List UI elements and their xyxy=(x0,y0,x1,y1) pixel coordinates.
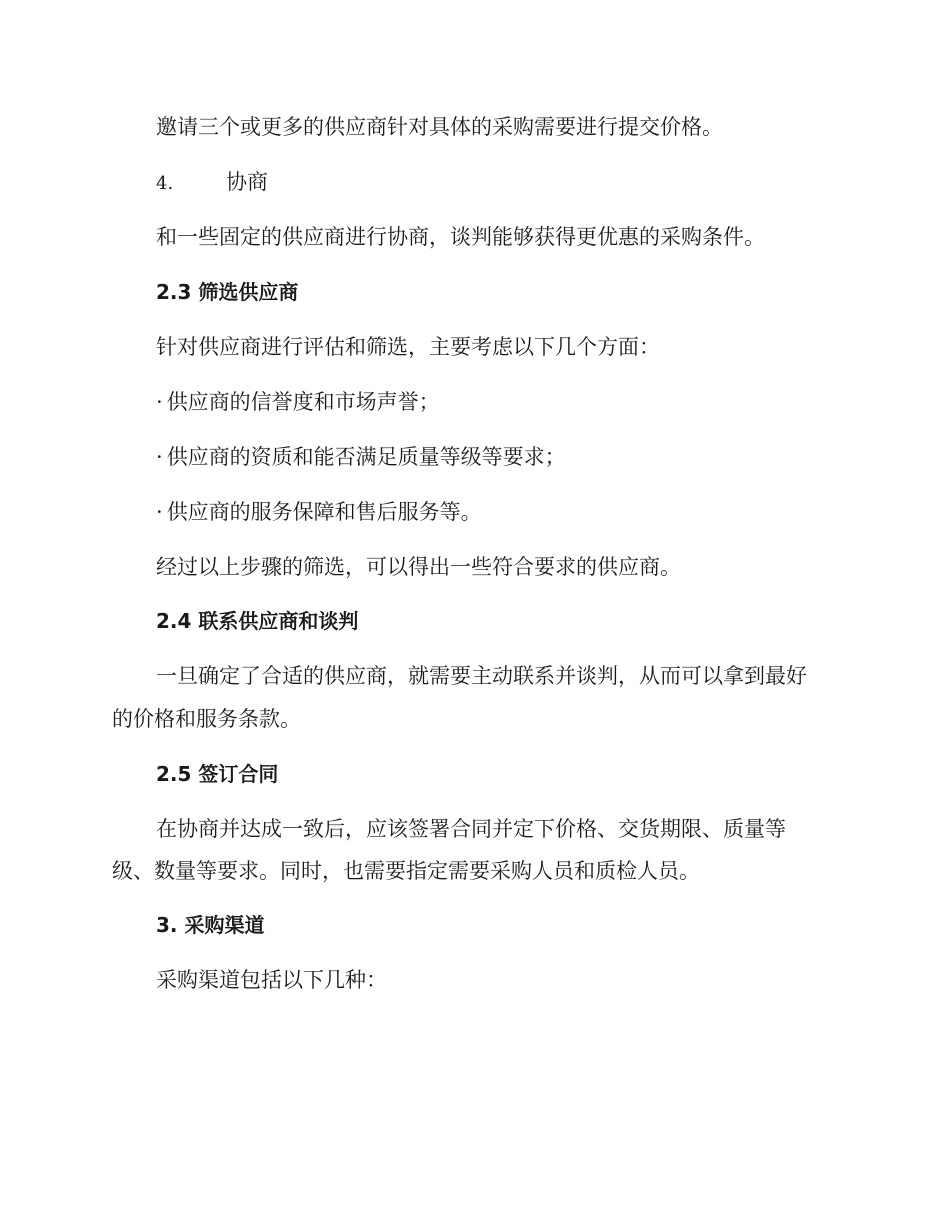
bullet-item xyxy=(0,497,950,527)
paragraph-2-4-line1: 一旦确定了合适的供应商，就需要主动联系并谈判，从而可以拿到最好 xyxy=(156,664,807,688)
heading-2-5: 2.5 签订合同 xyxy=(156,762,279,786)
bullet-text: 供应商的信誉度和市场声誉； xyxy=(166,390,440,414)
paragraph-2-3-intro: 针对供应商进行评估和筛选，主要考虑以下几个方面： xyxy=(156,335,660,359)
bullet-dot-icon: · xyxy=(156,500,163,524)
list-item-4 xyxy=(0,167,950,199)
heading-2-4: 2.4 联系供应商和谈判 xyxy=(156,609,359,633)
heading-3: 3. 采购渠道 xyxy=(156,913,265,937)
list-item-number: 4. xyxy=(156,173,174,194)
bullet-text: 供应商的服务保障和售后服务等。 xyxy=(166,500,482,524)
bullet-item xyxy=(0,387,950,417)
paragraph-negotiate: 和一些固定的供应商进行协商，谈判能够获得更优惠的采购条件。 xyxy=(156,225,765,249)
paragraph-2-5-line1: 在协商并达成一致后，应该签署合同并定下价格、交货期限、质量等 xyxy=(156,817,786,841)
bullet-dot-icon: · xyxy=(156,390,163,414)
paragraph-2-3-conclusion: 经过以上步骤的筛选，可以得出一些符合要求的供应商。 xyxy=(156,555,681,579)
heading-2-3: 2.3 筛选供应商 xyxy=(156,280,299,304)
paragraph-2-5-line2: 级、数量等要求。同时，也需要指定需要采购人员和质检人员。 xyxy=(112,859,700,883)
bullet-text: 供应商的资质和能否满足质量等级等要求； xyxy=(166,445,566,469)
paragraph-invite: 邀请三个或更多的供应商针对具体的采购需要进行提交价格。 xyxy=(156,115,723,139)
bullet-item xyxy=(0,442,950,472)
paragraph-3-intro: 采购渠道包括以下几种： xyxy=(156,968,387,992)
paragraph-2-4-line2: 的价格和服务条款。 xyxy=(112,707,301,731)
list-item-label: 协商 xyxy=(226,170,268,194)
bullet-dot-icon: · xyxy=(156,445,163,469)
